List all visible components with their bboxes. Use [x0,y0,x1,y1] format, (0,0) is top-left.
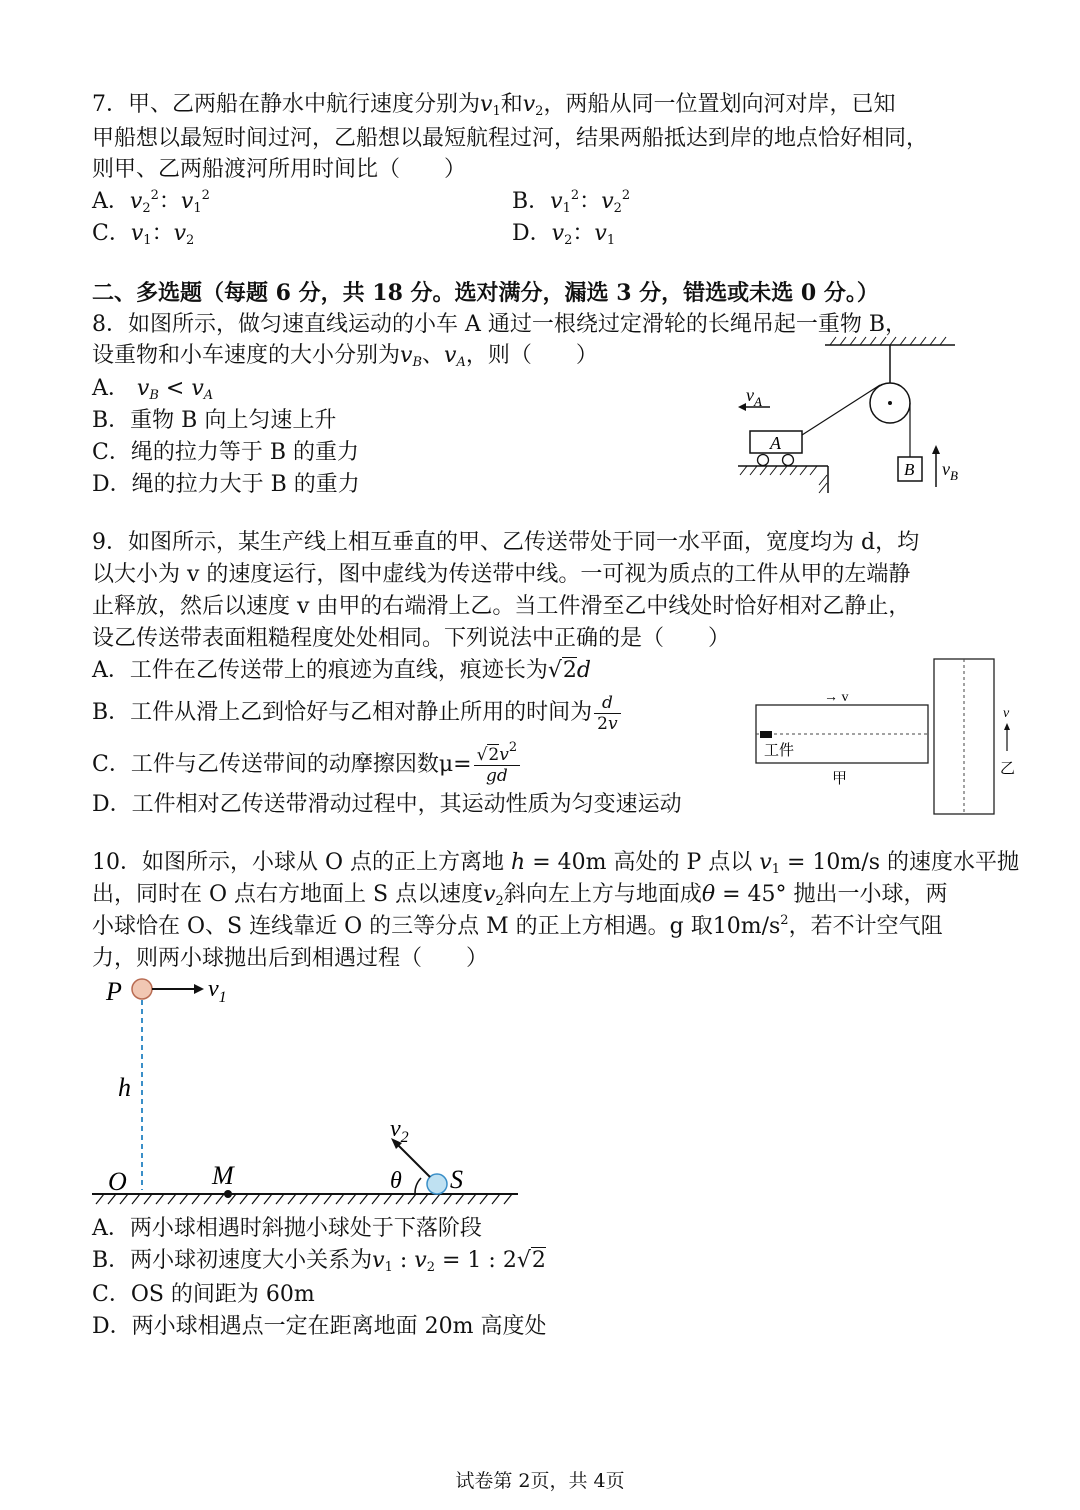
q9-line3: 止释放，然后以速度 v 由甲的右端滑上乙。当工件滑至乙中线处时恰好相对乙静止， [92,594,911,619]
va-label: $v_A$ [746,385,762,409]
point-m [224,1190,232,1198]
belt-yi [934,659,994,814]
q7-option-a: A．$v_2^2$：$v_1^2$ [92,188,210,216]
q7-option-c: C．$v_1$：$v_2$ [92,221,195,248]
jia-label: 甲 [832,771,848,787]
workpiece [760,731,772,738]
q9-line2: 以大小为 v 的速度运行，图中虚线为传送带中线。一可视为质点的工件从甲的左端静 [92,562,911,587]
q9-line4: 设乙传送带表面粗糙程度处处相同。下列说法中正确的是（ ） [92,626,731,651]
q9-option-c: C．工件与乙传送带间的动摩擦因数μ= $\frac{√2v^2}{gd}$ [92,742,522,788]
q9-option-b: B．工件从滑上乙到恰好与乙相对静止所用的时间为 $\frac{d}{2v}$ [92,690,623,736]
ball-p [132,979,152,999]
q10-option-b: B．两小球初速度大小关系为$v_1$ : $v_2 = 1$ : 2√2 [92,1248,546,1275]
q8-pulley-figure [730,335,970,495]
q8-option-b: B．重物 B 向上匀速上升 [92,408,337,433]
ground-hatching [96,1194,512,1204]
q9-option-d: D．工件相对乙传送带滑动过程中，其运动性质为匀变速运动 [92,792,682,817]
yi-label: 乙 [1000,761,1016,777]
section-title: 二、多选题（每题 6 分，共 18 分。选对满分，漏选 3 分，错选或未选 0 分。） [92,280,879,306]
q9-option-a: A．工件在乙传送带上的痕迹为直线，痕迹长为√2d [92,658,592,683]
q7-line3: 则甲、乙两船渡河所用时间比（ ） [92,157,467,182]
q10-line2: 出，同时在 O 点右方地面上 S 点以速度$v_2$斜向左上方与地面成θ = 45° 抛出一小球，两 [92,882,948,909]
s-label: S [450,1165,463,1194]
q9-conveyor-figure [750,655,1030,820]
q10-line4: 力，则两小球抛出后到相遇过程（ ） [92,946,489,971]
yi-velocity-label: v [1003,706,1010,721]
q10-line1: 10．如图所示，小球从 O 点的正上方离地 h = 40m 高处的 P 点以 $v_1 = 10m/s$ 的速度水平抛 [92,850,1019,877]
v1-label: $v_1$ [208,976,227,1006]
q10-line3: 小球恰在 O、S 连线靠近 O 的三等分点 M 的正上方相遇。g 取$10m/s^2$，若不计空气阻 [92,913,943,939]
jia-velocity-label: → v [824,690,849,705]
q10-option-c: C．OS 的间距为 60m [92,1282,315,1307]
q8-option-c: C．绳的拉力等于 B 的重力 [92,440,359,465]
q7-line1: 7．甲、乙两船在静水中航行速度分别为$v_1$和$v_2$，两船从同一位置划向河对岸，已知 [92,92,896,119]
q8-line2: 设重物和小车速度的大小分别为$v_B$、$v_A$，则（ ） [92,343,598,370]
p-label: P [106,977,122,1006]
page-footer: 试卷第 2页，共 4页 [455,1470,625,1492]
o-label: O [108,1167,127,1196]
h-label: h [118,1073,131,1102]
q10-projectile-figure [90,972,530,1212]
q8-option-a: A． $v_B < v_A$ [92,376,214,403]
q10-option-a: A．两小球相遇时斜抛小球处于下落阶段 [92,1216,482,1241]
cart-a-label: A [770,433,781,453]
q9-line1: 9．如图所示，某生产线上相互垂直的甲、乙传送带处于同一水平面，宽度均为 d，均 [92,530,920,555]
workpiece-label: 工件 [764,743,795,759]
v2-label: $v_2$ [390,1116,409,1146]
q8-line1: 8．如图所示，做匀速直线运动的小车 A 通过一根绕过定滑轮的长绳吊起一重物 B， [92,312,908,337]
q7-line2: 甲船想以最短时间过河，乙船想以最短航程过河，结果两船抵达到岸的地点恰好相同， [92,126,929,151]
theta-label: θ [390,1168,402,1194]
q7-option-b: B．$v_1^2$：$v_2^2$ [512,188,631,216]
q8-option-d: D．绳的拉力大于 B 的重力 [92,472,360,497]
vb-label: $v_B$ [942,459,958,483]
m-label: M [212,1161,234,1190]
q7-option-d: D．$v_2$：$v_1$ [512,221,616,248]
q10-option-d: D．两小球相遇点一定在距离地面 20m 高度处 [92,1314,547,1339]
block-b-label: B [904,460,915,479]
